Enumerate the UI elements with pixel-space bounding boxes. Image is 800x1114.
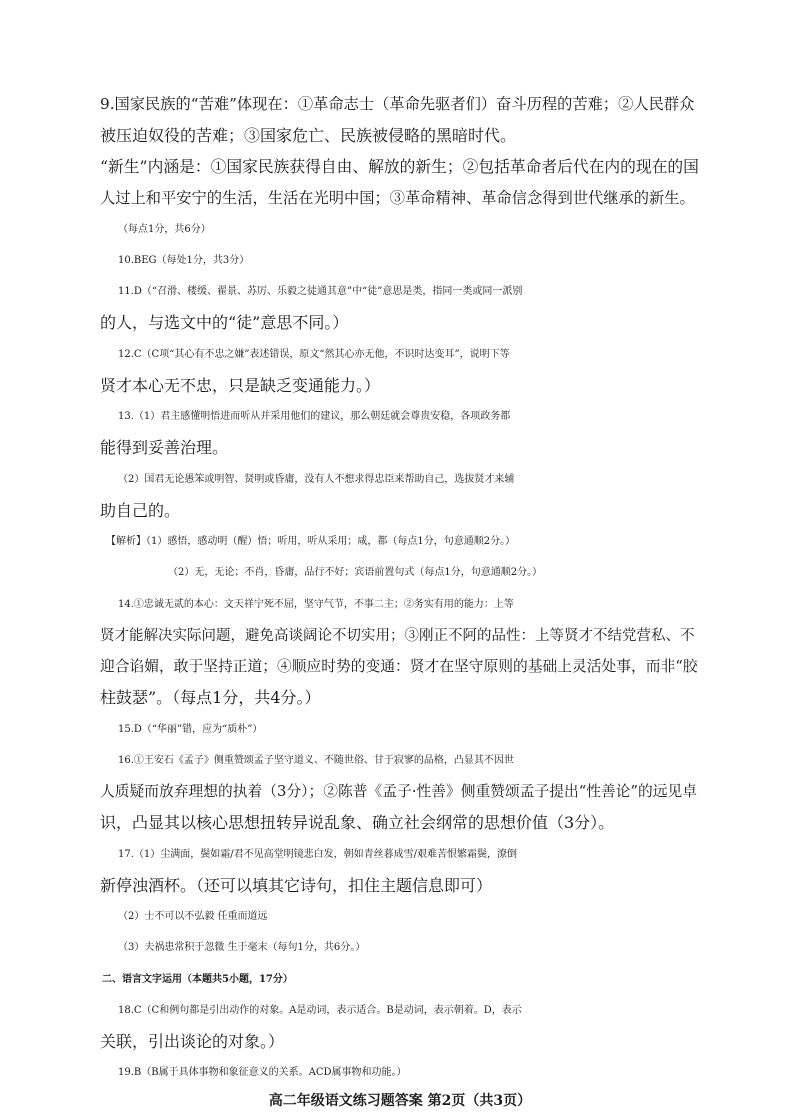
- text-line: 15.D（“华丽”错，应为“质朴”）: [118, 724, 263, 735]
- section-heading: 二、语言文字运用（本题共5小题，17分）: [102, 974, 293, 985]
- text-line: （2）士不可以不弘毅 任重而道远: [118, 911, 268, 922]
- text-line: 迎合谄媚，敢于坚持正道；④顺应时势的变通：贤才在坚守原则的基础上灵活处事，而非“胶: [100, 658, 698, 675]
- text-line: 识，凸显其以核心思想扭转异说乱象、确立社会纲常的思想价值（3分）。: [100, 813, 615, 832]
- text-line: （2）无，无论；不肖，昏庸，品行不好；宾语前置句式（每点1分，句意通顺2分。）: [168, 567, 543, 578]
- text-line: 贤才本心无不忠，只是缺乏变通能力。）: [100, 376, 381, 395]
- text-line: 助自己的。: [100, 501, 181, 520]
- text-line: 11.D（“召滑、楼缓、翟景、苏厉、乐毅之徒通其意”中“徒”意思是类，指同一类或同一派别: [118, 286, 523, 297]
- text-line: 10.BEG（每处1分，共3分）: [118, 255, 250, 266]
- text-line: 14.①忠诚无贰的本心：文天祥宁死不屈，坚守气节，不事二主；②务实有用的能力：上等: [118, 599, 514, 610]
- text-line: 9.国家民族的“苦难”体现在：①革命志士（革命先驱者们）奋斗历程的苦难；②人民群众: [100, 95, 695, 113]
- text-line: 19.B（B属于具体事物和象征意义的关系。ACD属事物和功能。）: [118, 1067, 407, 1078]
- text-line: 人过上和平安宁的生活，生活在光明中国；③革命精神、革命信念得到世代继承的新生。: [100, 189, 695, 207]
- text-line: 贤才能解决实际问题，避免高谈阔论不切实用；③刚正不阿的品性：上等贤才不结党营私、不: [100, 628, 695, 644]
- text-line: 人质疑而放弃理想的执着（3分）；②陈普《孟子·性善》侧重赞颂孟子提出“性善论”的远见卓: [100, 783, 698, 800]
- text-line: “新生”内涵是：①国家民族获得自由、解放的新生；②包括革命者后代在内的现在的国: [100, 157, 699, 176]
- text-line: 18.C（C和例句都是引出动作的对象。A是动词，表示适合。B是动词，表示朝着。D，表示: [118, 1005, 522, 1016]
- text-line: 新停浊酒杯。（还可以填其它诗句，扣住主题信息即可）: [100, 876, 493, 895]
- text-line: 16.①王安石《孟子》侧重赞颂孟子坚守道义、不随世俗、甘于寂寥的品格，凸显其不因世: [118, 755, 514, 766]
- text-line: 12.C（C项“其心有不忠之嫌”表述错误，原文“然其心亦无他，不识时达变耳”，说明下等: [118, 349, 510, 360]
- text-line: 关联，引出谈论的对象。）: [100, 1032, 285, 1051]
- text-line: 被压迫奴役的苦难；③国家危亡、民族被侵略的黑暗时代。: [100, 126, 517, 145]
- text-line: （每点1分，共6分）: [118, 224, 211, 235]
- page-footer: 高二年级语文练习题答案 第2页（共3页）: [268, 1093, 532, 1109]
- text-line: （2）国君无论愚笨或明智、贤明或昏庸，没有人不想求得忠臣来帮助自己，选拔贤才来辅: [118, 474, 515, 485]
- text-line: 17.（1）尘满面，鬓如霜/君不见高堂明镜悲白发，朝如青丝暮成雪/艰难苦恨繁霜鬓，潦倒: [118, 849, 518, 860]
- text-line: 柱鼓瑟”。（每点1分，共4分。）: [100, 688, 321, 707]
- text-line: （3）夫祸患常积于忽微 生于毫末（每句1分，共6分。）: [118, 942, 366, 953]
- text-line: 的人，与选文中的“徒”意思不同。）: [100, 313, 349, 332]
- text-line: 13.（1）君主感懂明悟进而听从并采用他们的建议，那么朝廷就会尊贵安稳，各项政务都: [118, 411, 511, 422]
- text-line: 能得到妥善治理。: [100, 438, 229, 457]
- text-line: 【解析】（1）感悟，感动明（醒）悟；听用，听从采用；咸，都（每点1分，句意通顺2分。）: [106, 536, 516, 547]
